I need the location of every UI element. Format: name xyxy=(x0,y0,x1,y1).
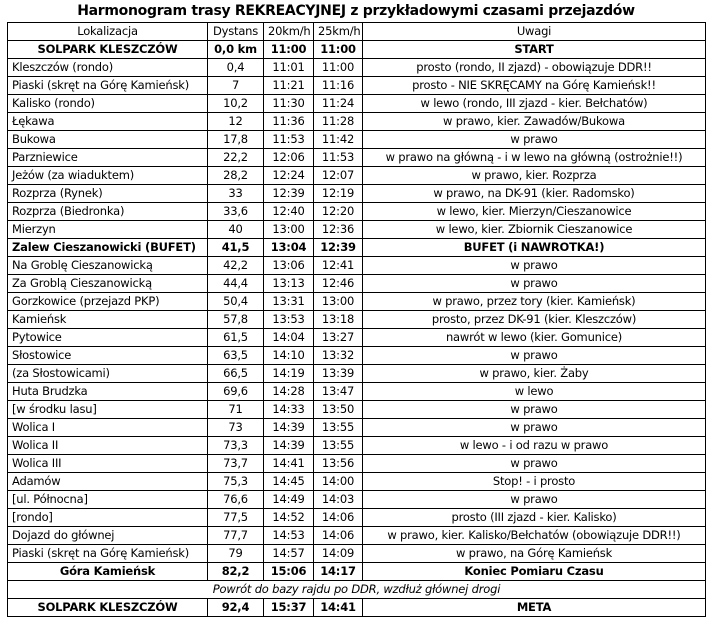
time-20-cell: 12:24 xyxy=(264,167,314,185)
table-row xyxy=(8,203,706,221)
time-25-cell: 12:07 xyxy=(314,167,363,185)
distance-cell: 79 xyxy=(208,545,264,563)
table-row xyxy=(8,419,706,437)
distance-cell: 82,2 xyxy=(208,563,264,581)
note-cell: prosto (III zjazd - kier. Kalisko) xyxy=(363,509,706,527)
note-cell: w prawo xyxy=(363,257,706,275)
time-20-cell: 14:41 xyxy=(264,455,314,473)
table-row xyxy=(8,383,706,401)
note-cell: w prawo, kier. Rozprza xyxy=(363,167,706,185)
time-25-cell: 14:09 xyxy=(314,545,363,563)
time-25-cell: 11:00 xyxy=(314,59,363,77)
table-row xyxy=(8,221,706,239)
time-25-cell: 14:00 xyxy=(314,473,363,491)
location-cell: Parzniewice xyxy=(8,149,208,167)
location-cell: Rozprza (Rynek) xyxy=(8,185,208,203)
location-cell: Dojazd do głównej xyxy=(8,527,208,545)
note-cell: w lewo (rondo, III zjazd - kier. Bełchatów) xyxy=(363,95,706,113)
note-cell: Stop! - i prosto xyxy=(363,473,706,491)
location-cell: (za Słostowicami) xyxy=(8,365,208,383)
location-cell: Wolica II xyxy=(8,437,208,455)
note-cell: w prawo xyxy=(363,491,706,509)
table-row xyxy=(8,167,706,185)
location-cell: Góra Kamieńsk xyxy=(8,563,208,581)
location-cell: [rondo] xyxy=(8,509,208,527)
distance-cell: 41,5 xyxy=(208,239,264,257)
table-row xyxy=(8,239,706,257)
time-20-cell: 14:10 xyxy=(264,347,314,365)
location-cell: SOLPARK KLESZCZÓW xyxy=(8,41,208,59)
distance-cell: 42,2 xyxy=(208,257,264,275)
time-20-cell: 15:06 xyxy=(264,563,314,581)
time-25-cell: 14:06 xyxy=(314,527,363,545)
note-cell: w prawo, kier. Zawadów/Bukowa xyxy=(363,113,706,131)
table-row xyxy=(8,437,706,455)
distance-cell: 50,4 xyxy=(208,293,264,311)
location-cell: Na Groblę Cieszanowicką xyxy=(8,257,208,275)
distance-cell: 22,2 xyxy=(208,149,264,167)
location-cell: Kleszczów (rondo) xyxy=(8,59,208,77)
table-row xyxy=(8,95,706,113)
location-cell: Kalisko (rondo) xyxy=(8,95,208,113)
time-20-cell: 13:04 xyxy=(264,239,314,257)
table-row xyxy=(8,149,706,167)
time-20-cell: 11:53 xyxy=(264,131,314,149)
time-20-cell: 13:13 xyxy=(264,275,314,293)
time-20-cell: 12:06 xyxy=(264,149,314,167)
time-25-cell: 14:06 xyxy=(314,509,363,527)
header-row xyxy=(8,23,706,41)
return-note-row xyxy=(8,581,706,599)
header-location: Lokalizacja xyxy=(8,23,208,41)
distance-cell: 10,2 xyxy=(208,95,264,113)
note-cell: w prawo xyxy=(363,401,706,419)
note-cell: w lewo, kier. Zbiornik Cieszanowice xyxy=(363,221,706,239)
return-note: Powrót do bazy rajdu po DDR, wzdłuż głównej drogi xyxy=(8,581,706,599)
time-25-cell: 11:53 xyxy=(314,149,363,167)
table-body xyxy=(8,41,706,581)
table-row xyxy=(8,77,706,95)
time-20-cell: 12:40 xyxy=(264,203,314,221)
note-cell: prosto, przez DK-91 (kier. Kleszczów) xyxy=(363,311,706,329)
distance-cell: 77,7 xyxy=(208,527,264,545)
note-cell: prosto (rondo, II zjazd) - obowiązuje DDR!! xyxy=(363,59,706,77)
table-row xyxy=(8,455,706,473)
location-cell: Słostowice xyxy=(8,347,208,365)
location-cell: Adamów xyxy=(8,473,208,491)
location-cell: Huta Brudzka xyxy=(8,383,208,401)
time-25-cell: 12:20 xyxy=(314,203,363,221)
time-20-cell: 14:39 xyxy=(264,419,314,437)
location-cell: Łękawa xyxy=(8,113,208,131)
distance-cell: 12 xyxy=(208,113,264,131)
time-20-cell: 14:04 xyxy=(264,329,314,347)
distance-cell: 0,0 km xyxy=(208,41,264,59)
time-25-cell: 12:46 xyxy=(314,275,363,293)
time-20-cell: 11:36 xyxy=(264,113,314,131)
note-cell: w prawo xyxy=(363,455,706,473)
note-cell: w lewo - i od razu w prawo xyxy=(363,437,706,455)
distance-cell: 73 xyxy=(208,419,264,437)
time-25-cell: 12:41 xyxy=(314,257,363,275)
time-25-cell: 13:56 xyxy=(314,455,363,473)
distance-cell: 71 xyxy=(208,401,264,419)
table-row xyxy=(8,509,706,527)
distance-cell: 7 xyxy=(208,77,264,95)
time-20-cell: 11:30 xyxy=(264,95,314,113)
table-row xyxy=(8,293,706,311)
final-row xyxy=(8,599,706,617)
table-row xyxy=(8,473,706,491)
note-cell: START xyxy=(363,41,706,59)
time-20-cell: 14:57 xyxy=(264,545,314,563)
distance-cell: 33,6 xyxy=(208,203,264,221)
distance-cell: 17,8 xyxy=(208,131,264,149)
table-row xyxy=(8,185,706,203)
time-25-cell: 13:55 xyxy=(314,419,363,437)
time-20-cell: 13:53 xyxy=(264,311,314,329)
distance-cell: 73,3 xyxy=(208,437,264,455)
time-20-cell: 11:01 xyxy=(264,59,314,77)
time-20-cell: 15:37 xyxy=(264,599,314,617)
note-cell: w prawo xyxy=(363,275,706,293)
table-row xyxy=(8,41,706,59)
time-25-cell: 12:39 xyxy=(314,239,363,257)
time-20-cell: 11:21 xyxy=(264,77,314,95)
time-25-cell: 12:19 xyxy=(314,185,363,203)
time-25-cell: 11:00 xyxy=(314,41,363,59)
note-cell: BUFET (i NAWROTKA!) xyxy=(363,239,706,257)
time-20-cell: 14:49 xyxy=(264,491,314,509)
distance-cell: 61,5 xyxy=(208,329,264,347)
table-row xyxy=(8,527,706,545)
distance-cell: 69,6 xyxy=(208,383,264,401)
location-cell: Wolica I xyxy=(8,419,208,437)
location-cell: Mierzyn xyxy=(8,221,208,239)
distance-cell: 33 xyxy=(208,185,264,203)
note-cell: nawrót w lewo (kier. Gomunice) xyxy=(363,329,706,347)
location-cell: Jeżów (za wiaduktem) xyxy=(8,167,208,185)
note-cell: w prawo na główną - i w lewo na główną (ostrożnie!!) xyxy=(363,149,706,167)
time-20-cell: 11:00 xyxy=(264,41,314,59)
location-cell: Gorzkowice (przejazd PKP) xyxy=(8,293,208,311)
table-row xyxy=(8,59,706,77)
time-20-cell: 14:39 xyxy=(264,437,314,455)
time-25-cell: 14:03 xyxy=(314,491,363,509)
time-25-cell: 13:50 xyxy=(314,401,363,419)
location-cell: Piaski (skręt na Górę Kamieńsk) xyxy=(8,77,208,95)
time-25-cell: 13:00 xyxy=(314,293,363,311)
distance-cell: 28,2 xyxy=(208,167,264,185)
note-cell: w prawo xyxy=(363,131,706,149)
distance-cell: 57,8 xyxy=(208,311,264,329)
time-25-cell: 11:42 xyxy=(314,131,363,149)
header-time-25kmh: 25km/h xyxy=(314,23,363,41)
time-20-cell: 12:39 xyxy=(264,185,314,203)
time-20-cell: 14:19 xyxy=(264,365,314,383)
note-cell: w lewo, kier. Mierzyn/Cieszanowice xyxy=(363,203,706,221)
table-row xyxy=(8,401,706,419)
distance-cell: 76,6 xyxy=(208,491,264,509)
note-cell: w prawo, kier. Kalisko/Bełchatów (obowiązuje DDR!!) xyxy=(363,527,706,545)
note-cell: w prawo, na DK-91 (kier. Radomsko) xyxy=(363,185,706,203)
time-25-cell: 13:27 xyxy=(314,329,363,347)
location-cell: [ul. Północna] xyxy=(8,491,208,509)
time-25-cell: 13:39 xyxy=(314,365,363,383)
table-row xyxy=(8,563,706,581)
distance-cell: 40 xyxy=(208,221,264,239)
note-cell: META xyxy=(363,599,706,617)
location-cell: SOLPARK KLESZCZÓW xyxy=(8,599,208,617)
distance-cell: 63,5 xyxy=(208,347,264,365)
time-25-cell: 13:32 xyxy=(314,347,363,365)
location-cell: Kamieńsk xyxy=(8,311,208,329)
time-20-cell: 14:52 xyxy=(264,509,314,527)
table-row xyxy=(8,347,706,365)
time-25-cell: 14:17 xyxy=(314,563,363,581)
header-time-20kmh: 20km/h xyxy=(264,23,314,41)
note-cell: w prawo xyxy=(363,347,706,365)
location-cell: Piaski (skręt na Górę Kamieńsk) xyxy=(8,545,208,563)
time-20-cell: 13:31 xyxy=(264,293,314,311)
header-distance: Dystans xyxy=(208,23,264,41)
location-cell: Wolica III xyxy=(8,455,208,473)
note-cell: w prawo xyxy=(363,419,706,437)
time-20-cell: 13:00 xyxy=(264,221,314,239)
location-cell: Za Groblą Cieszanowicką xyxy=(8,275,208,293)
time-20-cell: 14:53 xyxy=(264,527,314,545)
time-20-cell: 14:45 xyxy=(264,473,314,491)
table-row xyxy=(8,275,706,293)
location-cell: Pytowice xyxy=(8,329,208,347)
table-row xyxy=(8,113,706,131)
distance-cell: 92,4 xyxy=(208,599,264,617)
location-cell: [w środku lasu] xyxy=(8,401,208,419)
note-cell: w prawo, przez tory (kier. Kamieńsk) xyxy=(363,293,706,311)
time-20-cell: 13:06 xyxy=(264,257,314,275)
table-row xyxy=(8,131,706,149)
note-cell: w prawo, na Górę Kamieńsk xyxy=(363,545,706,563)
distance-cell: 66,5 xyxy=(208,365,264,383)
distance-cell: 44,4 xyxy=(208,275,264,293)
distance-cell: 0,4 xyxy=(208,59,264,77)
time-25-cell: 11:16 xyxy=(314,77,363,95)
location-cell: Zalew Cieszanowicki (BUFET) xyxy=(8,239,208,257)
table-row xyxy=(8,329,706,347)
distance-cell: 73,7 xyxy=(208,455,264,473)
time-20-cell: 14:28 xyxy=(264,383,314,401)
note-cell: prosto - NIE SKRĘCAMY na Górę Kamieńsk!! xyxy=(363,77,706,95)
table-row xyxy=(8,545,706,563)
distance-cell: 75,3 xyxy=(208,473,264,491)
location-cell: Bukowa xyxy=(8,131,208,149)
time-20-cell: 14:33 xyxy=(264,401,314,419)
note-cell: w lewo xyxy=(363,383,706,401)
table-row xyxy=(8,365,706,383)
time-25-cell: 13:18 xyxy=(314,311,363,329)
table-row xyxy=(8,311,706,329)
schedule-table xyxy=(7,22,706,617)
time-25-cell: 11:24 xyxy=(314,95,363,113)
location-cell: Rozprza (Biedronka) xyxy=(8,203,208,221)
table-row xyxy=(8,257,706,275)
time-25-cell: 11:28 xyxy=(314,113,363,131)
time-25-cell: 13:55 xyxy=(314,437,363,455)
header-notes: Uwagi xyxy=(363,23,706,41)
page-title: Harmonogram trasy REKREACYJNEJ z przykładowymi czasami przejazdów xyxy=(77,3,635,19)
distance-cell: 77,5 xyxy=(208,509,264,527)
time-25-cell: 13:47 xyxy=(314,383,363,401)
note-cell: Koniec Pomiaru Czasu xyxy=(363,563,706,581)
time-25-cell: 14:41 xyxy=(314,599,363,617)
table-row xyxy=(8,491,706,509)
note-cell: w prawo, kier. Żaby xyxy=(363,365,706,383)
time-25-cell: 12:36 xyxy=(314,221,363,239)
